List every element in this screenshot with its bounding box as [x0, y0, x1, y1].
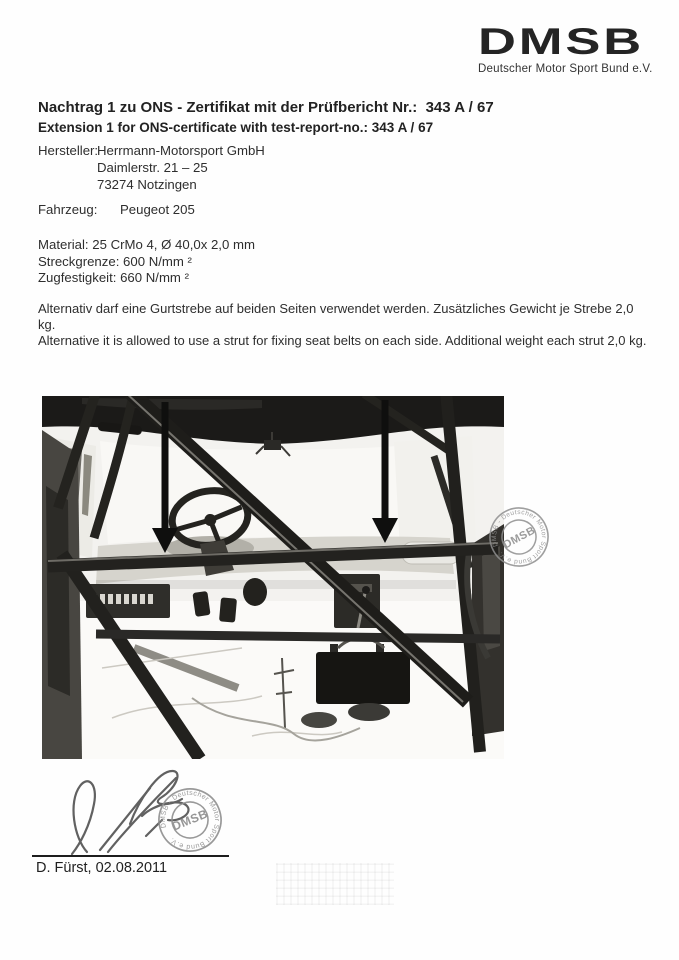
lower-cross-bar	[96, 634, 500, 639]
dmsb-stamp-photo	[485, 503, 553, 571]
title-english: Extension 1 for ONS-certificate with test-report-no.: 343 A / 67	[38, 120, 434, 135]
faint-print-artifact	[276, 863, 394, 905]
manufacturer-block	[38, 142, 265, 193]
manufacturer-name: Herrmann-Motorsport GmbH	[97, 143, 265, 158]
battery-box	[316, 652, 410, 704]
title-german: Nachtrag 1 zu ONS - Zertifikat mit der Prüfbericht Nr.: 343 A / 67	[38, 99, 494, 116]
vehicle-value: Peugeot 205	[120, 202, 195, 217]
stamp-center-text: DMSB	[501, 524, 538, 552]
yield-strength-line: Streckgrenze: 600 N/mm ²	[38, 253, 192, 269]
note-block	[38, 301, 648, 349]
document-title	[38, 99, 494, 135]
note-german: Alternativ darf eine Gurtstrebe auf beiden Seiten verwendet werden. Zusätzliches Gewicht je Strebe 2,0 kg.	[38, 301, 634, 332]
signer-name-date: D. Fürst, 02.08.2011	[36, 860, 168, 876]
material-line: Material: 25 CrMo 4, Ø 40,0x 2,0 mm	[38, 237, 255, 252]
stamp-ring-text: DMSB - Deutscher Motor Sport Bund e.V.	[159, 789, 221, 851]
signature-area	[30, 762, 270, 858]
manufacturer-street: Daimlerstr. 21 – 25	[97, 160, 208, 175]
tensile-strength-line: Zugfestigkeit: 660 N/mm ²	[38, 270, 189, 285]
note-english: Alternative it is allowed to use a strut for fixing seat belts on each side. Additional weight each strut 2,0 kg.	[38, 333, 647, 348]
floor-pad	[348, 703, 390, 721]
manufacturer-city: 73274 Notzingen	[97, 177, 197, 192]
rearview-mirror	[264, 440, 281, 450]
signature-line	[32, 855, 229, 857]
stamp-ring-text: DMSB - Deutscher Motor Sport Bund e.V.	[490, 508, 548, 566]
material-block	[38, 237, 255, 287]
vehicle-block	[38, 201, 195, 218]
manufacturer-label: Hersteller:	[38, 143, 99, 158]
vehicle-label: Fahrzeug:	[38, 202, 98, 217]
dmsb-logo-subtitle: Deutscher Motor Sport Bund e.V.	[478, 63, 653, 75]
rollcage-photo	[42, 396, 504, 759]
dmsb-logotype: DMSB	[478, 21, 645, 62]
gear-knob	[362, 586, 370, 594]
stamp-center-text: DMSB	[170, 806, 210, 834]
floor-pad	[301, 712, 337, 728]
dmsb-logo	[478, 23, 653, 75]
